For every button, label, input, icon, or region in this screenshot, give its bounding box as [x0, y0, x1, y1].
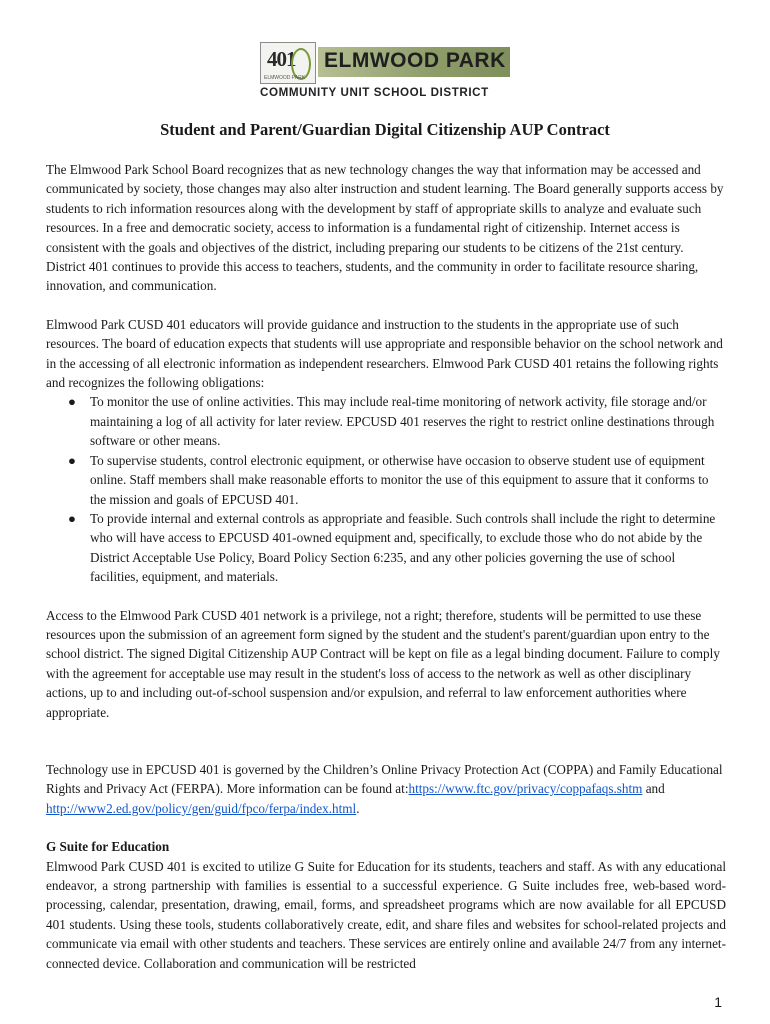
document-title: Student and Parent/Guardian Digital Citizenship AUP Contract	[160, 120, 610, 139]
sentence-end: .	[356, 800, 360, 816]
list-item-text: To supervise students, control electronic equipment, or otherwise have occasion to observe student use of equipment online. Staff members shall make reasonable efforts to monitor the use of this equipment to assure that it conforms to the mission and goals of EPCUSD 401.	[90, 452, 709, 507]
coppa-text: Technology use in EPCUSD 401 is governed by the Children’s Online Privacy Protection Act (COPPA) and Family Educational Rights and Privacy Act (FERPA). More information can be found at:	[46, 761, 723, 797]
coppa-link[interactable]: https://www.ftc.gov/privacy/coppafaqs.shtm	[408, 781, 643, 797]
badge-small-text: ELMWOOD PARK	[264, 75, 306, 81]
district-logo	[258, 38, 513, 110]
ferpa-link[interactable]: http://www2.ed.gov/policy/gen/guid/fpco/ferpa/index.html	[46, 800, 357, 816]
gsuite-paragraph: Elmwood Park CUSD 401 is excited to utilize G Suite for Education for its students, teachers and staff. As with any educational endeavor, a strong partnership with families is essential to a successful experience. G Suite includes free, web-based word-processing, calendar, presentation, drawing, email, forms, and spreadsheet programs which are now available for all EPCUSD 401 students. Using these tools, students collaboratively create, edit, and share files and websites for school-related projects and communicate via email with other students and teachers. These services are entirely online and available 24/7 from any internet-connected device. Collaboration and communication will be restricted	[46, 858, 726, 971]
list-item-text: To monitor the use of online activities. This may include real-time monitoring of network activity, file storage and/or maintaining a log of all activity for later review. EPCUSD 401 reserves the right to restrict online destinations through software or other means.	[90, 394, 715, 449]
access-paragraph: Access to the Elmwood Park CUSD 401 network is a privilege, not a right; therefore, students will be permitted to use these resources upon the submission of an agreement form signed by the student and the student's parent/guardian upon entry to the school district. The signed Digital Citizenship AUP Contract will be kept on file as a legal binding document. Failure to comply with the agreement for acceptable use may result in the student's loss of access to the network as well as other disciplinary actions, up to and including out-of-school suspension and/or expulsion, and referral to law enforcement authorities where appropriate.	[46, 607, 720, 720]
list-item	[68, 392, 726, 450]
district-401-badge	[260, 42, 316, 84]
gsuite-heading: G Suite for Education	[46, 839, 170, 855]
bullet-icon: ●	[68, 394, 76, 410]
rights-intro-paragraph: Elmwood Park CUSD 401 educators will provide guidance and instruction to the students in the appropriate use of such resources. The board of education expects that students will use appropriate and responsible behavior on the school network and in the accessing of all electronic information as independent researchers. Elmwood Park CUSD 401 retains the following rights and recognizes the following obligations:	[46, 316, 723, 391]
intro-paragraph: The Elmwood Park School Board recognizes that as new technology changes the way that information may be accessed and communicated by society, those changes may also alter instruction and student learning. The Board generally supports access by students to rich information resources along with the development by staff of appropriate skills to analyze and evaluate such resources. In a free and democratic society, access to information is a fundamental right of citizenship. Internet access is consistent with the goals and objectives of the district, including preparing our students to be citizens of the 21st century. District 401 continues to provide this access to teachers, students, and the community in order to facilitate resource sharing, innovation, and communication.	[46, 162, 724, 294]
coppa-paragraph	[46, 760, 726, 818]
obligations-list	[46, 392, 726, 586]
list-item	[68, 451, 726, 509]
document-body	[46, 160, 726, 973]
logo-subtitle: COMMUNITY UNIT SCHOOL DISTRICT	[260, 86, 489, 99]
logo-banner	[318, 47, 510, 77]
link-separator: and	[642, 781, 665, 797]
bullet-icon: ●	[68, 452, 76, 468]
list-item	[68, 509, 726, 587]
logo-name: ELMWOOD PARK	[324, 49, 506, 72]
badge-number: 401	[267, 47, 296, 71]
list-item-text: To provide internal and external controls as appropriate and feasible. Such controls shall include the right to determine who will have access to EPCUSD 401-owned equipment and, specifically, to exclude those who do not abide by the District Acceptable Use Policy, Board Policy Section 6:235, and any other policies governing the use of school facilities, equipment, and materials.	[90, 510, 716, 585]
bullet-icon: ●	[68, 510, 76, 526]
page-number: 1	[714, 994, 722, 1010]
